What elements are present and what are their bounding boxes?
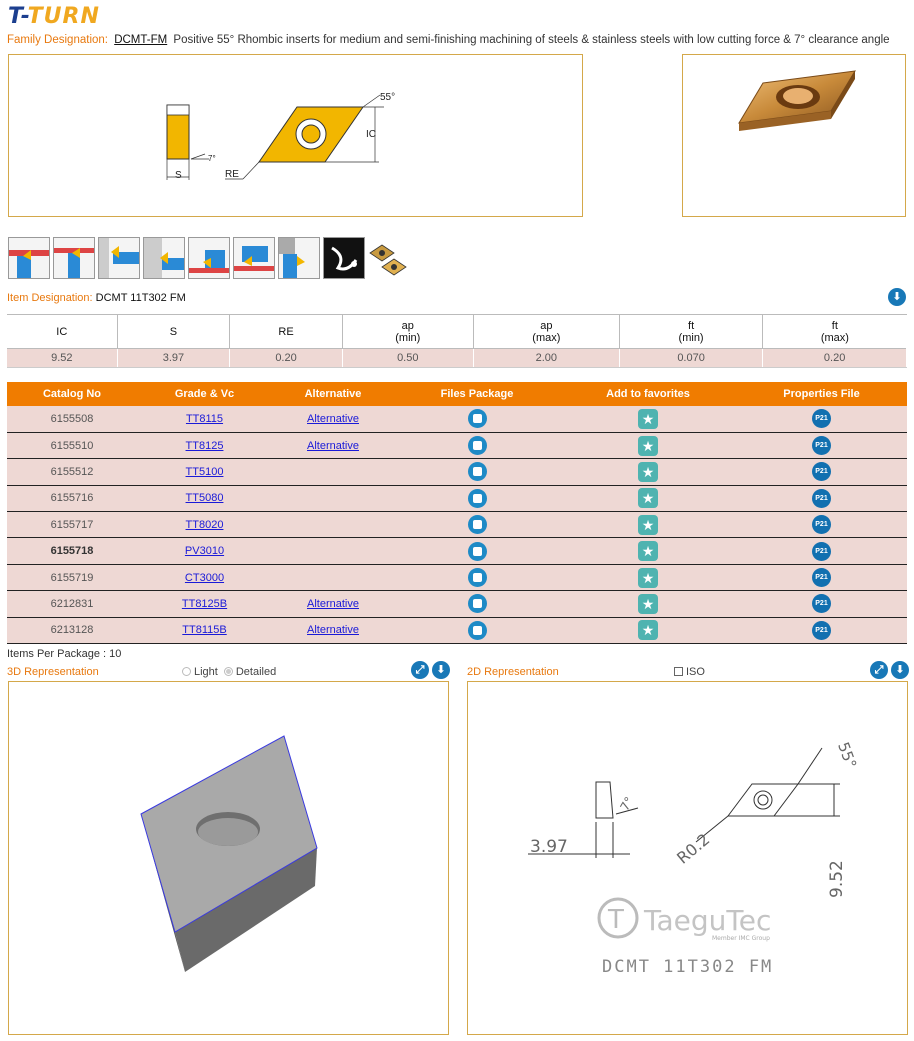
p21-file-icon[interactable]: P21: [812, 594, 831, 613]
param-header-ft-max: ft (max): [763, 315, 907, 349]
clearance-angle-label: 7°: [208, 154, 216, 163]
family-label: Family Designation:: [7, 34, 108, 46]
parameters-table: [7, 314, 907, 368]
grade-link[interactable]: TT8115: [185, 412, 224, 425]
side-view: [167, 105, 209, 180]
param-value-ap-min: 0.50: [342, 349, 473, 368]
download-item-button[interactable]: [888, 288, 906, 306]
files-cell: [394, 432, 560, 458]
table-row: [7, 617, 907, 643]
header-alternative: Alternative: [272, 382, 394, 406]
favorites-cell: [560, 591, 736, 617]
files-package-icon[interactable]: [468, 515, 487, 534]
alternative-cell: [272, 538, 394, 564]
insert-2d-drawing: [468, 682, 907, 1034]
properties-cell: [736, 485, 907, 511]
viewer-3d[interactable]: [8, 681, 449, 1035]
catalog-number: 6155508: [7, 406, 137, 432]
p21-file-icon[interactable]: P21: [812, 568, 831, 587]
table-row: [7, 564, 907, 590]
grade-link[interactable]: TT5080: [185, 492, 224, 505]
param-header-ft-min: ft (min): [619, 315, 762, 349]
catalog-body: [7, 406, 907, 644]
download-3d-button[interactable]: [432, 661, 450, 679]
properties-cell: [736, 617, 907, 643]
download-icon: ⬇: [892, 291, 902, 303]
catalog-number: 6155718: [7, 538, 137, 564]
catalog-number: 6155716: [7, 485, 137, 511]
favorite-star-icon[interactable]: ★: [638, 515, 658, 535]
family-description: Positive 55° Rhombic inserts for medium and semi-finishing machining of steels & stainless steels with low cutting force & 7° clearance angle: [173, 34, 890, 46]
app-icon-plunging[interactable]: [233, 237, 275, 279]
grade-link[interactable]: TT8115B: [182, 624, 227, 637]
files-package-icon[interactable]: [468, 568, 487, 587]
alternative-cell: [272, 485, 394, 511]
table-row: [7, 406, 907, 432]
files-package-icon[interactable]: [468, 436, 487, 455]
catalog-number: 6155510: [7, 432, 137, 458]
files-package-icon[interactable]: [468, 594, 487, 613]
s-label: S: [175, 170, 182, 181]
download-icon: ⬇: [436, 664, 446, 676]
p21-file-icon[interactable]: P21: [812, 462, 831, 481]
grade-link[interactable]: TT8020: [185, 518, 224, 531]
fullscreen-3d-button[interactable]: [411, 661, 429, 679]
catalog-number: 6155512: [7, 459, 137, 485]
checkbox-icon: [674, 667, 683, 676]
items-per-package: Items Per Package : 10: [7, 648, 122, 660]
grade-link[interactable]: TT8125B: [181, 597, 228, 610]
app-icon-copy-turning[interactable]: [53, 237, 95, 279]
param-value-ap-max: 2.00: [473, 349, 619, 368]
download-icon: ⬇: [895, 664, 905, 676]
app-icon-chip-control[interactable]: [323, 237, 365, 279]
expand-icon: ⤢: [874, 664, 884, 676]
taegutec-logo: [599, 899, 771, 942]
grade-link[interactable]: PV3010: [184, 545, 225, 558]
table-row: [7, 591, 907, 617]
files-package-icon[interactable]: [468, 621, 487, 640]
table-row: [7, 538, 907, 564]
radio-icon: [182, 667, 191, 676]
catalog-number: 6212831: [7, 591, 137, 617]
alternative-link[interactable]: Alternative: [307, 412, 359, 425]
param-value-ic: 9.52: [7, 349, 117, 368]
parameters-header-row: [7, 315, 907, 349]
favorites-cell: [560, 432, 736, 458]
catalog-table: [7, 382, 907, 644]
table-row: [7, 432, 907, 458]
top-view-2d: [696, 748, 840, 842]
tturn-logo: T-TURN: [8, 4, 100, 29]
s-dimension: 3.97: [530, 837, 568, 857]
p21-file-icon[interactable]: P21: [812, 621, 831, 640]
ic-dimension: 9.52: [827, 860, 847, 898]
insert-photo: [682, 54, 906, 217]
param-value-ft-min: 0.070: [619, 349, 762, 368]
header-grade: Grade & Vc: [137, 382, 272, 406]
properties-cell: [736, 538, 907, 564]
app-icon-boring[interactable]: [278, 237, 320, 279]
param-header-ap-max: ap (max): [473, 315, 619, 349]
parameters-value-row: [7, 349, 907, 368]
alternative-cell: [272, 591, 394, 617]
insert-technical-drawing: [8, 54, 583, 217]
properties-cell: [736, 564, 907, 590]
family-designation: [7, 34, 890, 46]
favorites-cell: [560, 485, 736, 511]
render-mode-radios: [182, 666, 276, 678]
expand-icon: ⤢: [415, 664, 425, 676]
iso-checkbox[interactable]: ISO: [674, 666, 705, 678]
alternative-cell: [272, 617, 394, 643]
svg-text:T: T: [608, 905, 624, 935]
insert-drawing-svg: [9, 55, 582, 216]
insert-photo-image: [683, 55, 905, 216]
files-cell: [394, 485, 560, 511]
angle-label: 55°: [380, 92, 396, 103]
top-view: [225, 95, 384, 179]
grade-cell: [137, 591, 272, 617]
header-add-favorites: Add to favorites: [560, 382, 736, 406]
grade-cell: [137, 564, 272, 590]
grade-cell: [137, 538, 272, 564]
p21-file-icon[interactable]: P21: [812, 409, 831, 428]
files-package-icon[interactable]: [468, 462, 487, 481]
favorites-cell: [560, 406, 736, 432]
properties-cell: [736, 591, 907, 617]
favorites-cell: [560, 564, 736, 590]
favorite-star-icon[interactable]: ★: [638, 568, 658, 588]
p21-file-icon[interactable]: P21: [812, 436, 831, 455]
light-radio[interactable]: Light: [182, 666, 218, 678]
param-header-s: S: [117, 315, 230, 349]
table-row: [7, 512, 907, 538]
param-value-ft-max: 0.20: [763, 349, 907, 368]
favorite-star-icon[interactable]: ★: [638, 594, 658, 614]
app-icon-profiling[interactable]: [143, 237, 185, 279]
param-value-re: 0.20: [230, 349, 343, 368]
properties-cell: [736, 459, 907, 485]
grade-cell: [137, 459, 272, 485]
catalog-number: 6155717: [7, 512, 137, 538]
family-code-link[interactable]: DCMT-FM: [114, 34, 168, 46]
download-2d-button[interactable]: [891, 661, 909, 679]
radio-icon: [224, 667, 233, 676]
header-properties-file: Properties File: [736, 382, 907, 406]
p21-file-icon[interactable]: P21: [812, 489, 831, 508]
files-cell: [394, 512, 560, 538]
rep3d-title: 3D Representation: [7, 666, 99, 678]
brand-name: TaeguTec: [644, 904, 772, 937]
brand-subtitle: Member IMC Group: [712, 935, 770, 942]
fullscreen-2d-button[interactable]: [870, 661, 888, 679]
grade-cell: [137, 485, 272, 511]
favorite-star-icon[interactable]: ★: [638, 620, 658, 640]
clearance-dimension: 7°: [617, 794, 637, 814]
alternative-link[interactable]: Alternative: [307, 597, 359, 610]
p21-file-icon[interactable]: P21: [812, 542, 831, 561]
grade-link[interactable]: TT5100: [185, 465, 224, 478]
catalog-number: 6213128: [7, 617, 137, 643]
item-designation: [7, 292, 186, 304]
designation-label: DCMT 11T302 FM: [602, 957, 774, 977]
favorite-star-icon[interactable]: ★: [638, 488, 658, 508]
files-package-icon[interactable]: [468, 489, 487, 508]
insert-3d-model: [9, 682, 448, 1034]
app-icon-insert-pair[interactable]: [368, 237, 410, 279]
re-label: RE: [225, 169, 239, 180]
files-cell: [394, 591, 560, 617]
grade-link[interactable]: TT8125: [185, 439, 224, 452]
alternative-link[interactable]: Alternative: [307, 439, 359, 452]
properties-cell: [736, 432, 907, 458]
favorites-cell: [560, 459, 736, 485]
files-cell: [394, 459, 560, 485]
grade-cell: [137, 406, 272, 432]
app-icon-facing[interactable]: [98, 237, 140, 279]
alternative-link[interactable]: Alternative: [307, 624, 359, 637]
files-cell: [394, 538, 560, 564]
favorites-cell: [560, 512, 736, 538]
favorite-star-icon[interactable]: ★: [638, 409, 658, 429]
table-row: [7, 459, 907, 485]
p21-file-icon[interactable]: P21: [812, 515, 831, 534]
favorites-cell: [560, 538, 736, 564]
files-package-icon[interactable]: [468, 409, 487, 428]
grade-cell: [137, 512, 272, 538]
favorite-star-icon[interactable]: ★: [638, 462, 658, 482]
header-catalog-no: Catalog No: [7, 382, 137, 406]
files-package-icon[interactable]: [468, 542, 487, 561]
favorites-cell: [560, 617, 736, 643]
favorite-star-icon[interactable]: ★: [638, 541, 658, 561]
grade-cell: [137, 432, 272, 458]
grade-link[interactable]: CT3000: [184, 571, 225, 584]
properties-cell: [736, 406, 907, 432]
app-icon-back-turning[interactable]: [188, 237, 230, 279]
rep2d-title: 2D Representation: [467, 666, 559, 678]
catalog-number: 6155719: [7, 564, 137, 590]
radius-dimension: R0.2: [673, 829, 714, 868]
files-cell: [394, 564, 560, 590]
app-icon-external-turning[interactable]: [8, 237, 50, 279]
grade-cell: [137, 617, 272, 643]
header-files-package: Files Package: [394, 382, 560, 406]
alternative-cell: [272, 459, 394, 485]
param-value-s: 3.97: [117, 349, 230, 368]
alternative-cell: [272, 512, 394, 538]
viewer-2d[interactable]: [467, 681, 908, 1035]
param-header-re: RE: [230, 315, 343, 349]
rep3d-buttons: [411, 661, 450, 679]
ic-label: IC: [366, 129, 376, 140]
catalog-header-row: [7, 382, 907, 406]
rep2d-buttons: [870, 661, 909, 679]
properties-cell: [736, 512, 907, 538]
favorite-star-icon[interactable]: ★: [638, 436, 658, 456]
table-row: [7, 485, 907, 511]
param-header-ic: IC: [7, 315, 117, 349]
angle-dimension: 55°: [834, 739, 861, 771]
detailed-radio[interactable]: Detailed: [224, 666, 276, 678]
item-value: DCMT 11T302 FM: [95, 292, 186, 304]
alternative-cell: [272, 432, 394, 458]
alternative-cell: [272, 564, 394, 590]
item-label: Item Designation:: [7, 292, 93, 304]
files-cell: [394, 617, 560, 643]
files-cell: [394, 406, 560, 432]
alternative-cell: [272, 406, 394, 432]
application-icons: [8, 237, 410, 280]
param-header-ap-min: ap (min): [342, 315, 473, 349]
